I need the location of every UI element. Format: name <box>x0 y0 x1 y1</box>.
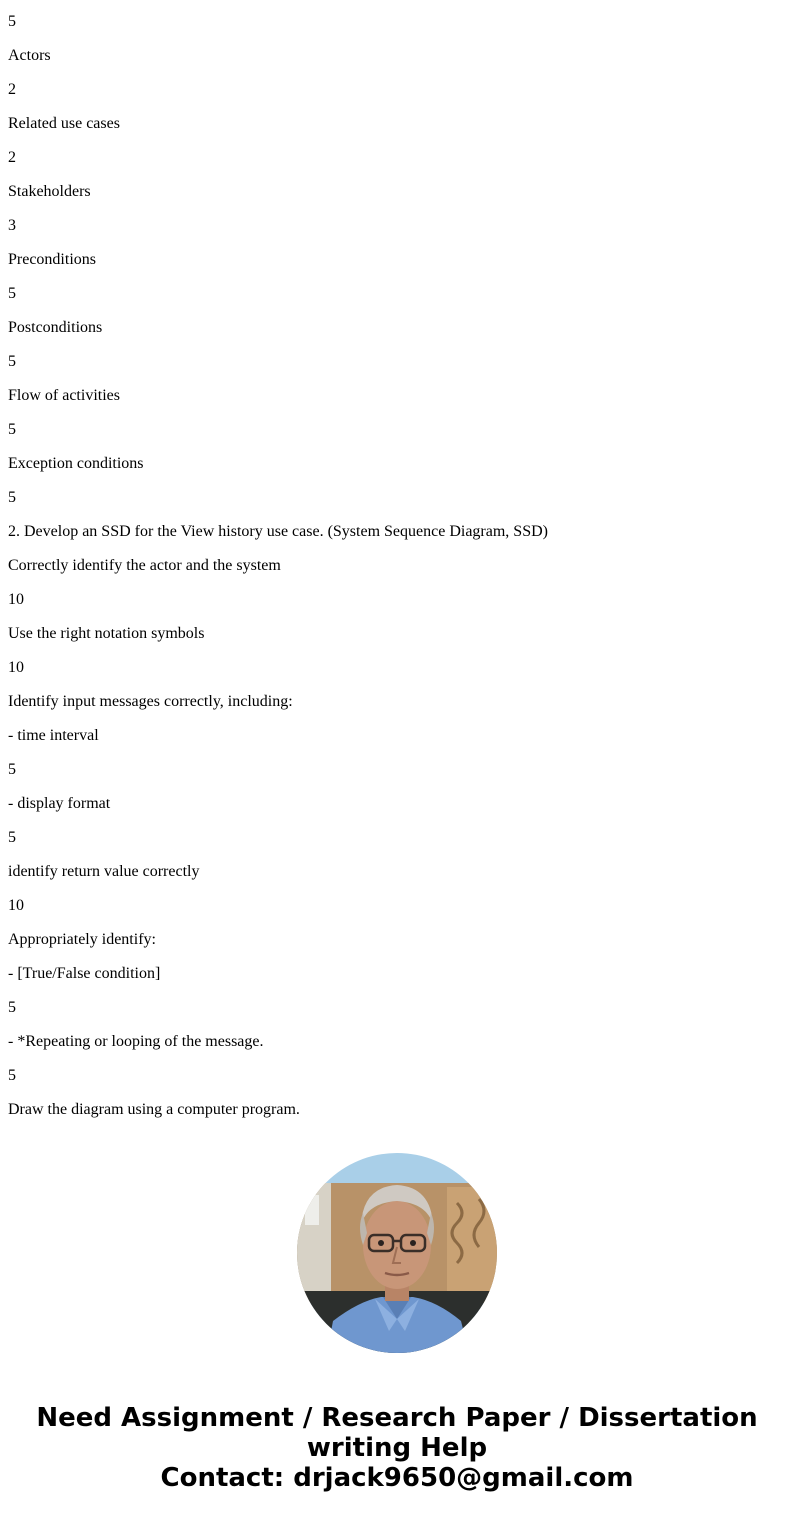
rubric-points: 10 <box>8 897 24 914</box>
rubric-subitem: - display format <box>8 795 111 812</box>
rubric-line: Postconditions <box>8 319 103 336</box>
rubric-points: 3 <box>8 217 16 234</box>
rubric-subitem: - [True/False condition] <box>8 965 161 982</box>
rubric-points: 5 <box>8 1067 16 1084</box>
rubric-points: 5 <box>8 999 16 1016</box>
rubric-points: 5 <box>8 489 16 506</box>
rubric-line: identify return value correctly <box>8 863 200 880</box>
rubric-line: Use the right notation symbols <box>8 625 205 642</box>
rubric-line: Stakeholders <box>8 183 91 200</box>
rubric-line: Draw the diagram using a computer program. <box>8 1101 300 1118</box>
rubric-points: 5 <box>8 353 16 370</box>
rubric-points: 2 <box>8 81 16 98</box>
rubric-line: Flow of activities <box>8 387 120 404</box>
rubric-line: Appropriately identify: <box>8 931 156 948</box>
document-content <box>8 0 778 1122</box>
question-heading: 2. Develop an SSD for the View history use case. (System Sequence Diagram, SSD) <box>8 523 548 540</box>
promo-banner <box>0 1403 794 1493</box>
rubric-line: Preconditions <box>8 251 96 268</box>
rubric-line: Identify input messages correctly, including: <box>8 693 293 710</box>
rubric-subitem: - time interval <box>8 727 99 744</box>
rubric-points: 10 <box>8 659 24 676</box>
rubric-points: 10 <box>8 591 24 608</box>
promo-headline: Need Assignment / Research Paper / Dissertation <box>36 1403 758 1433</box>
rubric-points: 5 <box>8 13 16 30</box>
rubric-points: 2 <box>8 149 16 166</box>
promo-subheadline: writing Help <box>306 1433 488 1463</box>
rubric-line: Related use cases <box>8 115 120 132</box>
rubric-points: 5 <box>8 421 16 438</box>
rubric-points: 5 <box>8 761 16 778</box>
promo-contact: Contact: drjack9650@gmail.com <box>160 1463 634 1493</box>
rubric-line: Correctly identify the actor and the system <box>8 557 281 574</box>
rubric-line: Exception conditions <box>8 455 144 472</box>
rubric-subitem: - *Repeating or looping of the message. <box>8 1033 264 1050</box>
rubric-points: 5 <box>8 285 16 302</box>
rubric-points: 5 <box>8 829 16 846</box>
tutor-avatar-photo <box>297 1153 497 1353</box>
rubric-line: Actors <box>8 47 51 64</box>
